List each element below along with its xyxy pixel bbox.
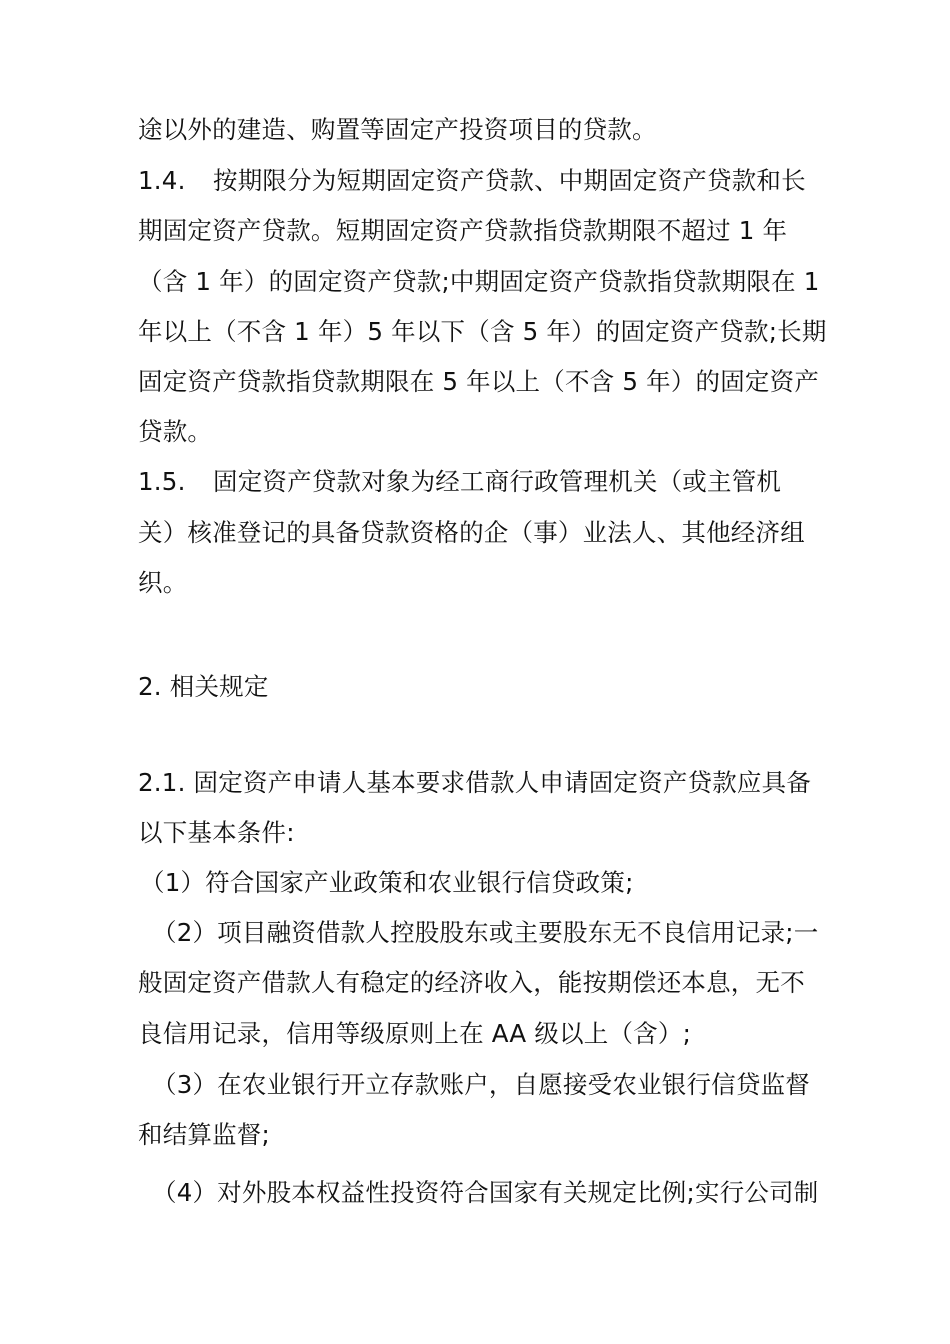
list-item-4-line-1: （4）对外股本权益性投资符合国家有关规定比例;实行公司制	[152, 1178, 819, 1207]
list-item-3-line-1: （3）在农业银行开立存款账户，自愿接受农业银行信贷监督	[152, 1070, 810, 1099]
section-2-1-line-2: 以下基本条件:	[138, 818, 295, 847]
section-number-1-5: 1.5.	[138, 467, 186, 496]
list-item-2-line-2: 般固定资产借款人有稳定的经济收入，能按期偿还本息，无不	[138, 968, 805, 997]
list-item-2-line-3: 良信用记录，信用等级原则上在 AA 级以上（含）;	[138, 1019, 692, 1048]
section-1-5-line-2: 关）核准登记的具备贷款资格的企（事）业法人、其他经济组	[138, 518, 805, 547]
section-1-4-line-3: （含 1 年）的固定资产贷款;中期固定资产贷款指贷款期限在 1	[138, 267, 820, 296]
section-1-4-line-2: 期固定资产贷款。短期固定资产贷款指贷款期限不超过 1 年	[138, 216, 788, 245]
list-item-3-line-2: 和结算监督;	[138, 1120, 270, 1149]
section-1-4-line-6: 贷款。	[138, 417, 213, 446]
section-heading-2: 2. 相关规定	[138, 672, 269, 701]
section-1-5-line-3: 织。	[138, 568, 188, 597]
section-1-4-line-4: 年以上（不含 1 年）5 年以下（含 5 年）的固定资产贷款;长期	[138, 317, 827, 346]
section-number-1-4: 1.4.	[138, 166, 186, 195]
section-1-5-line-1: 固定资产贷款对象为经工商行政管理机关（或主管机	[213, 467, 782, 496]
section-1-4-line-5: 固定资产贷款指贷款期限在 5 年以上（不含 5 年）的固定资产	[138, 367, 820, 396]
paragraph-line-continuation: 途以外的建造、购置等固定产投资项目的贷款。	[138, 115, 657, 144]
list-item-2-line-1: （2）项目融资借款人控股股东或主要股东无不良信用记录;一	[152, 918, 819, 947]
list-item-1: （1）符合国家产业政策和农业银行信贷政策;	[140, 868, 634, 897]
section-2-1-line-1: 2.1. 固定资产申请人基本要求借款人申请固定资产贷款应具备	[138, 768, 812, 797]
section-1-4-line-1: 按期限分为短期固定资产贷款、中期固定资产贷款和长	[213, 166, 806, 195]
